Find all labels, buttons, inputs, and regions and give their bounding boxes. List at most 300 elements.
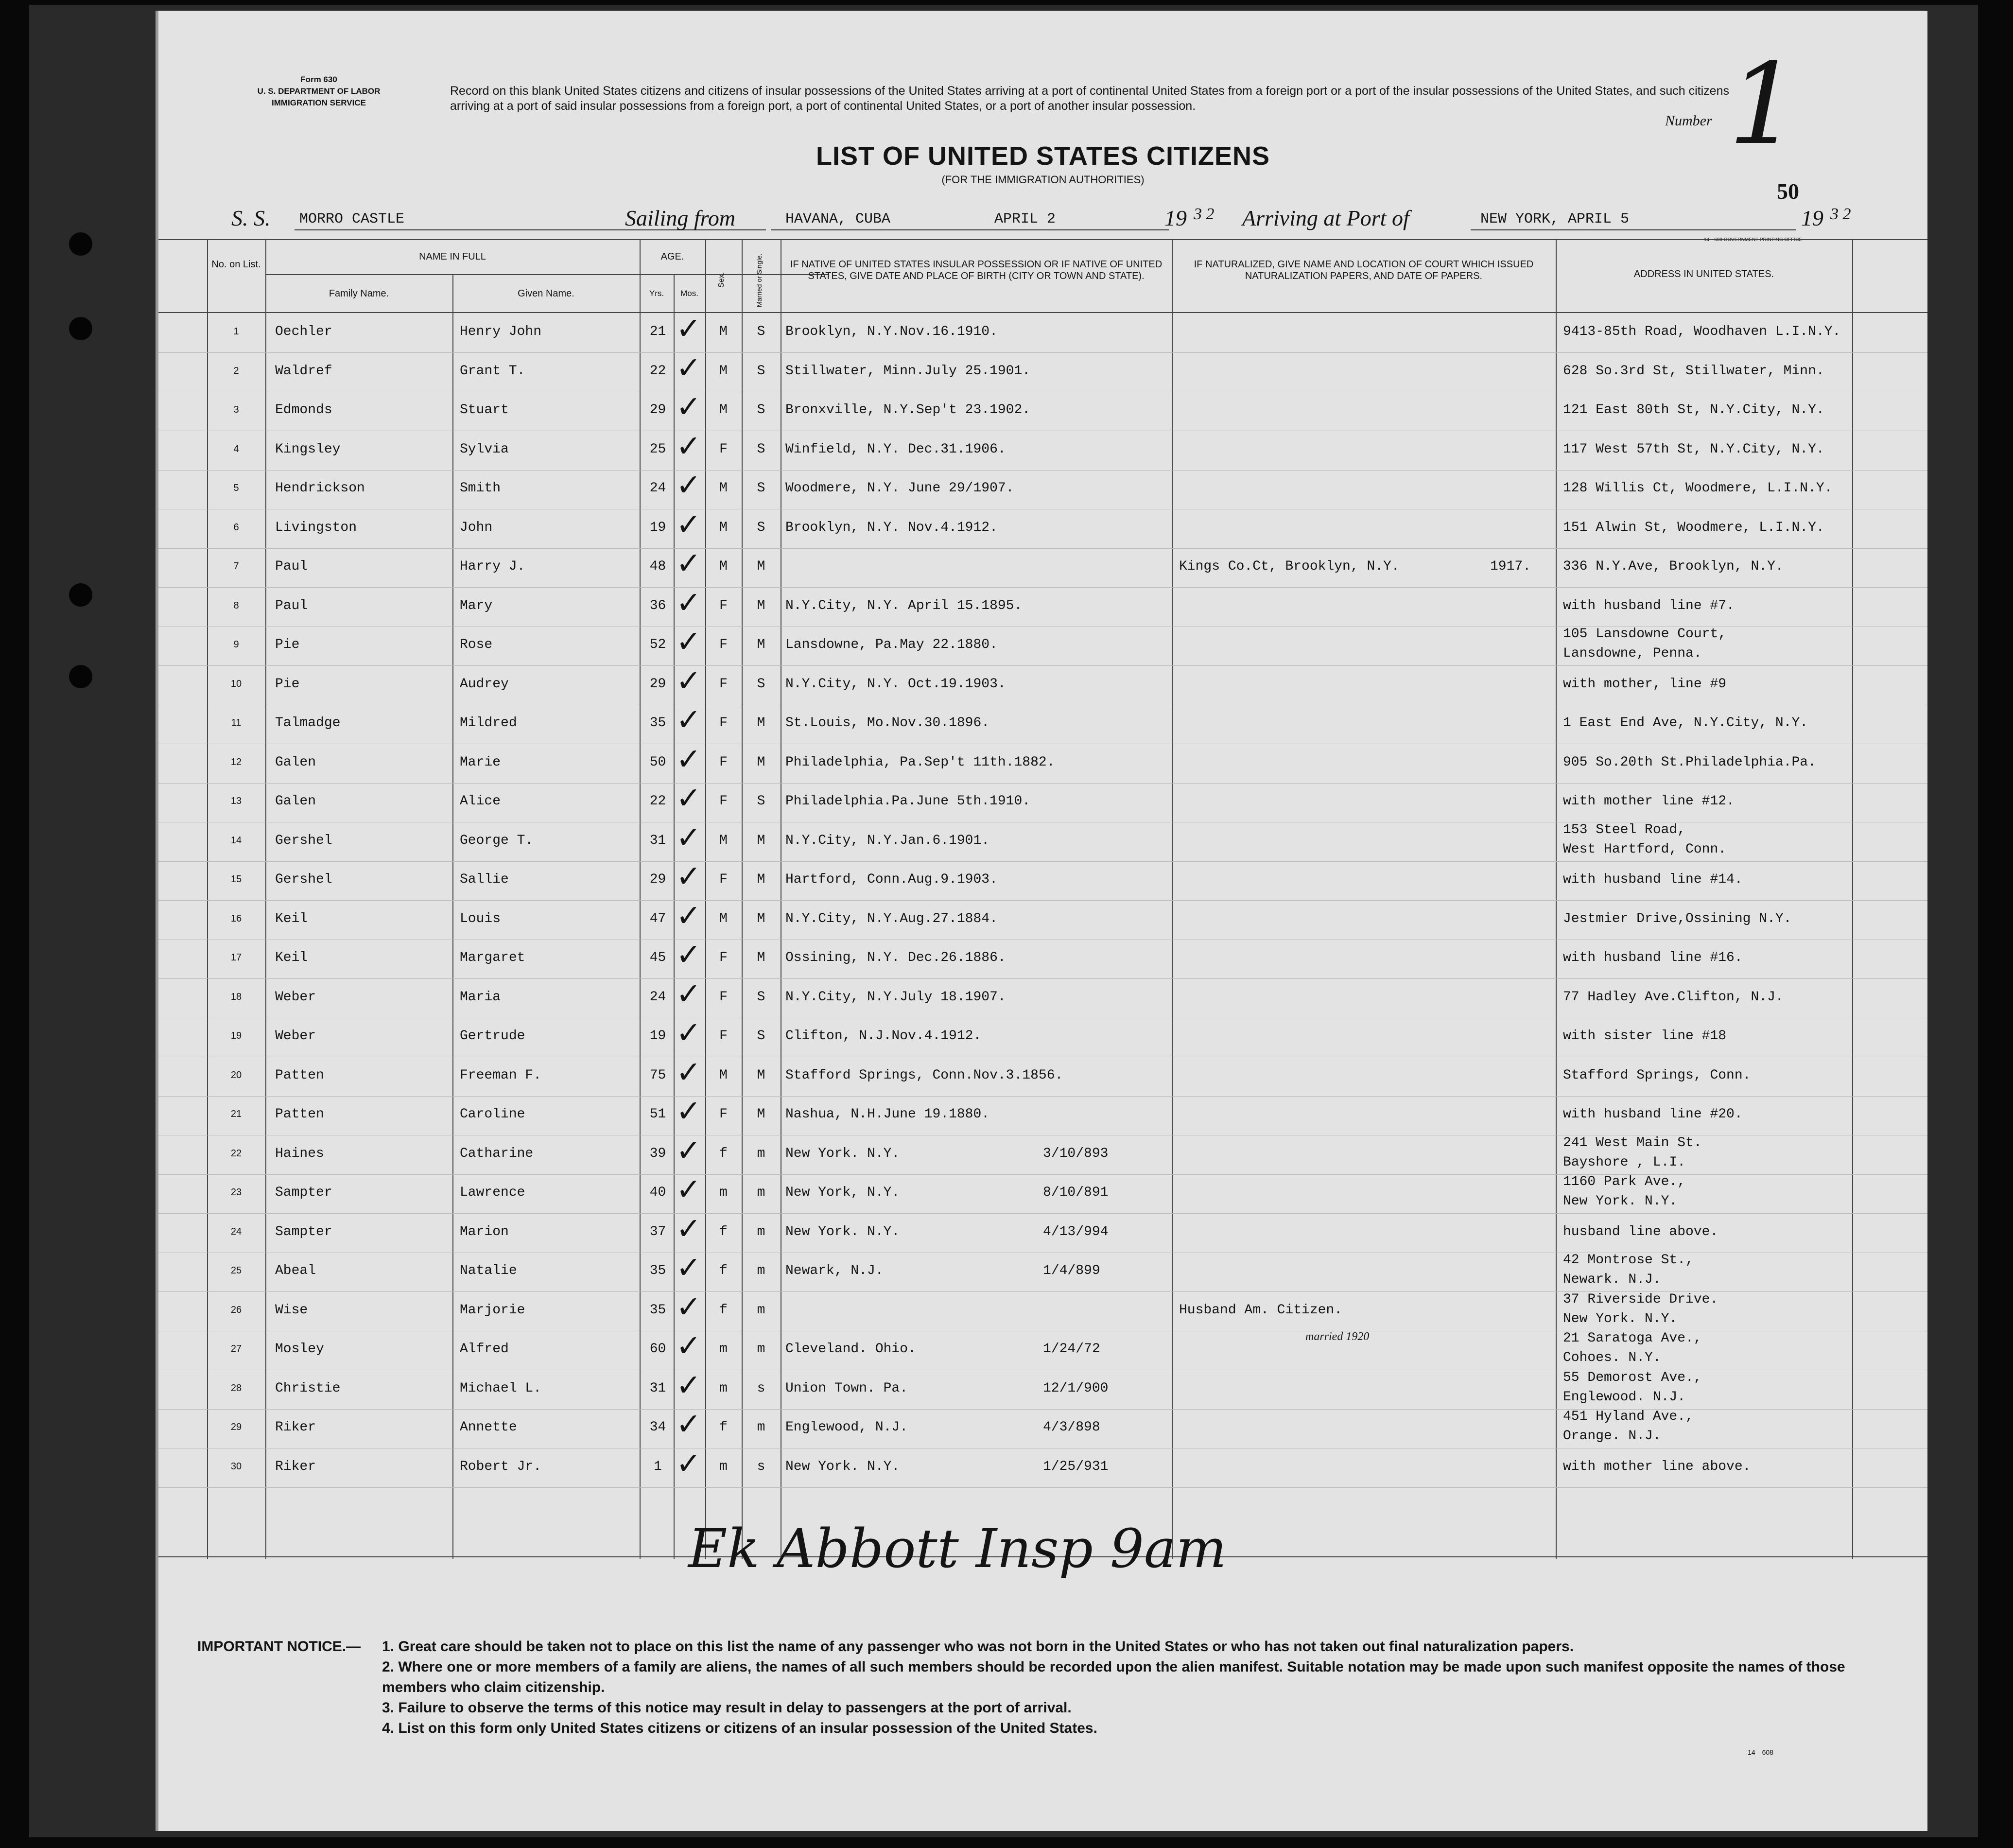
cell-bdate: 4/3/898: [1043, 1420, 1100, 1435]
cell-sex: M: [719, 520, 728, 535]
cell-birth: St.Louis, Mo.Nov.30.1896.: [785, 715, 990, 731]
cell-birth: Brooklyn, N.Y.Nov.16.1910.: [785, 324, 998, 339]
cell-sex: F: [719, 637, 728, 652]
cell-address: with mother line above.: [1563, 1459, 1751, 1474]
cell-address: 128 Willis Ct, Woodmere, L.I.N.Y.: [1563, 481, 1833, 496]
cell-family: Weber: [275, 1029, 316, 1044]
cell-address: with husband line #14.: [1563, 872, 1743, 887]
cell-address: 153 Steel Road,: [1563, 822, 1686, 837]
cell-birth: New York. N.Y.: [785, 1146, 900, 1161]
cell-no: 9: [233, 639, 239, 650]
cell-sex: m: [719, 1459, 728, 1474]
cell-address: Lansdowne, Penna.: [1563, 646, 1702, 661]
inspector-signature: Ek Abbott Insp 9am: [688, 1517, 1227, 1580]
cell-no: 10: [230, 678, 242, 689]
cell-address: 105 Lansdowne Court,: [1563, 627, 1727, 642]
page-subtitle: (FOR THE IMMIGRATION AUTHORITIES): [941, 174, 1145, 186]
footer-code: 14—608: [1748, 1748, 1773, 1756]
cell-ms: M: [757, 872, 765, 887]
arrive-year-suffix: 3 2: [1830, 205, 1851, 223]
cell-no: 6: [233, 522, 239, 533]
cell-no: 18: [230, 991, 242, 1002]
cell-ms: m: [757, 1342, 765, 1357]
cell-yrs: 21: [649, 324, 666, 339]
cell-yrs: 35: [649, 1263, 666, 1278]
cell-no: 7: [233, 561, 239, 572]
sail-date: APRIL 2: [994, 211, 1056, 227]
header-married: Married or Single.: [755, 253, 763, 307]
cell-yrs: 24: [649, 481, 666, 496]
cell-yrs: 31: [649, 833, 666, 848]
cell-address: 628 So.3rd St, Stillwater, Minn.: [1563, 363, 1824, 379]
cell-sex: F: [719, 989, 728, 1005]
cell-birth: Clifton, N.J.Nov.4.1912.: [785, 1029, 982, 1044]
cell-family: Gershel: [275, 833, 332, 848]
cell-family: Christie: [275, 1380, 341, 1396]
cell-given: Louis: [460, 911, 501, 926]
ss-label: S. S.: [231, 206, 271, 230]
cell-given: Natalie: [460, 1263, 517, 1278]
cell-given: Gertrude: [460, 1029, 525, 1044]
cell-given: Caroline: [460, 1107, 525, 1122]
checkmark-icon: ✓: [676, 1367, 701, 1403]
cell-ms: S: [757, 363, 765, 379]
cell-family: Waldref: [275, 363, 332, 379]
number-label: Number: [1665, 113, 1712, 129]
cell-family: Patten: [275, 1107, 324, 1122]
checkmark-icon: ✓: [676, 1289, 701, 1325]
header-mos: Mos.: [680, 289, 698, 298]
cell-given: George T.: [460, 833, 534, 848]
cell-ms: m: [757, 1263, 765, 1278]
cell-birth: Newark, N.J.: [785, 1263, 884, 1278]
cell-yrs: 29: [649, 676, 666, 692]
checkmark-icon: ✓: [676, 349, 701, 385]
cell-birth: Englewood, N.J.: [785, 1420, 908, 1435]
cell-bdate: 3/10/893: [1043, 1146, 1109, 1161]
cell-address: with husband line #7.: [1563, 598, 1735, 613]
cell-sex: M: [719, 911, 728, 926]
checkmark-icon: ✓: [676, 897, 701, 933]
checkmark-icon: ✓: [676, 506, 701, 542]
cell-birth: Ossining, N.Y. Dec.26.1886.: [785, 950, 1006, 965]
cell-sex: M: [719, 363, 728, 379]
cell-family: Hendrickson: [275, 481, 365, 496]
cell-family: Pie: [275, 676, 300, 692]
cell-birth: New York. N.Y.: [785, 1459, 900, 1474]
checkmark-icon: ✓: [676, 1328, 701, 1363]
cell-no: 4: [233, 443, 239, 454]
header-naturalized: IF NATURALIZED, GIVE NAME AND LOCATION OF COURT WHICH ISSUED NATURALIZATION PAPERS, AND DATE OF PAPERS.: [1194, 259, 1534, 281]
binder-hole: [69, 583, 92, 607]
checkmark-icon: ✓: [676, 1015, 701, 1050]
cell-ms: M: [757, 715, 765, 731]
cell-address: husband line above.: [1563, 1224, 1718, 1239]
header-family-name: Family Name.: [329, 288, 389, 299]
cell-birth: N.Y.City, N.Y. Oct.19.1903.: [785, 676, 1006, 692]
cell-birth: Bronxville, N.Y.Sep't 23.1902.: [785, 402, 1031, 418]
cell-sex: M: [719, 481, 728, 496]
cell-birth: Nashua, N.H.June 19.1880.: [785, 1107, 990, 1122]
cell-no: 28: [230, 1382, 242, 1394]
cell-given: Smith: [460, 481, 501, 496]
cell-address: with mother, line #9: [1563, 676, 1727, 692]
cell-birth: Lansdowne, Pa.May 22.1880.: [785, 637, 998, 652]
cell-sex: M: [719, 1067, 728, 1083]
cell-family: Edmonds: [275, 402, 332, 418]
cell-ms: m: [757, 1420, 765, 1435]
checkmark-icon: ✓: [676, 858, 701, 894]
cell-family: Livingston: [275, 520, 357, 535]
cell-no: 8: [233, 600, 239, 611]
cell-address: 905 So.20th St.Philadelphia.Pa.: [1563, 754, 1816, 770]
cell-given: Mary: [460, 598, 493, 613]
cell-family: Wise: [275, 1302, 308, 1318]
cell-birth: N.Y.City, N.Y. April 15.1895.: [785, 598, 1023, 613]
cell-given: John: [460, 520, 493, 535]
cell-given: Lawrence: [460, 1185, 525, 1200]
manifest-page: [156, 11, 1927, 1831]
cell-no: 12: [230, 756, 242, 767]
cell-ms: S: [757, 1029, 765, 1044]
binder-hole: [69, 317, 92, 340]
cell-no: 1: [233, 326, 239, 337]
cell-yrs: 22: [649, 363, 666, 379]
cell-given: Alice: [460, 794, 501, 809]
cell-ms: m: [757, 1224, 765, 1239]
cell-given: Catharine: [460, 1146, 534, 1161]
cell-sex: M: [719, 324, 728, 339]
cell-no: 25: [230, 1265, 242, 1276]
cell-address: 241 West Main St.: [1563, 1135, 1702, 1151]
cell-sex: F: [719, 715, 728, 731]
cell-sex: f: [719, 1302, 728, 1318]
checkmark-icon: ✓: [676, 976, 701, 1011]
cell-birth: Stillwater, Minn.July 25.1901.: [785, 363, 1031, 379]
cell-sex: f: [719, 1420, 728, 1435]
cell-ms: S: [757, 676, 765, 692]
cell-family: Sampter: [275, 1224, 332, 1239]
cell-ms: S: [757, 794, 765, 809]
cell-address: 151 Alwin St, Woodmere, L.I.N.Y.: [1563, 520, 1824, 535]
cell-no: 22: [230, 1148, 242, 1159]
checkmark-icon: ✓: [676, 1445, 701, 1481]
cell-address: Orange. N.J.: [1563, 1429, 1661, 1444]
cell-address: New York. N.Y.: [1563, 1311, 1678, 1326]
cell-given: Marie: [460, 754, 501, 770]
cell-family: Gershel: [275, 872, 332, 887]
form-identifier: [217, 74, 421, 109]
cell-birth: New York, N.Y.: [785, 1185, 900, 1200]
cell-family: Paul: [275, 598, 308, 613]
checkmark-icon: ✓: [676, 1132, 701, 1168]
cell-sex: M: [719, 402, 728, 418]
cell-address: New York. N.Y.: [1563, 1194, 1678, 1209]
checkmark-icon: ✓: [676, 937, 701, 972]
cell-yrs: 45: [649, 950, 666, 965]
cell-given: Sallie: [460, 872, 509, 887]
cell-address: 451 Hyland Ave.,: [1563, 1409, 1694, 1424]
checkmark-icon: ✓: [676, 428, 701, 464]
cell-given: Alfred: [460, 1342, 509, 1357]
cell-birth: Winfield, N.Y. Dec.31.1906.: [785, 441, 1006, 457]
cell-address: with husband line #16.: [1563, 950, 1743, 965]
checkmark-icon: ✓: [676, 1171, 701, 1207]
cell-yrs: 35: [649, 1302, 666, 1318]
notice-item: 2. Where one or more members of a family are aliens, the names of all such members should be recorded upon the alien manifest. Suitable notation may be made upon such manifest opposite the names of those members who claim citizenship.: [382, 1659, 1845, 1695]
binder-hole: [69, 665, 92, 688]
cell-given: Marjorie: [460, 1302, 525, 1318]
cell-no: 3: [233, 404, 239, 415]
printer-code: 14—608 GOVERNMENT PRINTING OFFICE: [1704, 237, 1803, 243]
cell-ms: S: [757, 989, 765, 1005]
cell-ms: M: [757, 754, 765, 770]
header-no: No. on List.: [211, 259, 261, 270]
intro-text: Record on this blank United States citizens and citizens of insular possessions of the United States arriving at a port of continental United States from a foreign port or a port of the insular possessions of the United States, and such citizens arriving at a port of said insular possessions from a foreign port, a port of continental United States, or a port of another insular possession.: [450, 84, 1729, 113]
cell-birth: New York. N.Y.: [785, 1224, 900, 1239]
cell-address: 37 Riverside Drive.: [1563, 1291, 1718, 1307]
checkmark-icon: ✓: [676, 389, 701, 424]
cell-no: 15: [230, 874, 242, 885]
cell-no: 13: [230, 796, 242, 806]
cell-no: 26: [230, 1304, 242, 1315]
cell-address: with sister line #18: [1563, 1029, 1727, 1044]
cell-ms: M: [757, 559, 765, 574]
cell-sex: F: [719, 872, 728, 887]
cell-yrs: 34: [649, 1420, 666, 1435]
cell-address: Cohoes. N.Y.: [1563, 1350, 1661, 1365]
cell-yrs: 52: [649, 637, 666, 652]
cell-yrs: 1: [654, 1459, 662, 1474]
cell-sex: F: [719, 1107, 728, 1122]
cell-yrs: 40: [649, 1185, 666, 1200]
cell-family: Paul: [275, 559, 308, 574]
cell-no: 24: [230, 1226, 242, 1237]
cell-yrs: 51: [649, 1107, 666, 1122]
cell-no: 5: [233, 483, 239, 493]
cell-birth: Philadelphia.Pa.June 5th.1910.: [785, 794, 1031, 809]
cell-yrs: 37: [649, 1224, 666, 1239]
cell-yrs: 47: [649, 911, 666, 926]
cell-family: Patten: [275, 1067, 324, 1083]
cell-birth: Stafford Springs, Conn.Nov.3.1856.: [785, 1067, 1063, 1083]
cell-address: 1160 Park Ave.,: [1563, 1174, 1686, 1189]
cell-no: 30: [230, 1461, 242, 1472]
cell-yrs: 29: [649, 872, 666, 887]
notice-item: 3. Failure to observe the terms of this notice may result in delay to passengers at the port of arrival.: [382, 1700, 1072, 1716]
cell-ms: S: [757, 441, 765, 457]
checkmark-icon: ✓: [676, 702, 701, 737]
cell-given: Annette: [460, 1420, 517, 1435]
cell-address: Jestmier Drive,Ossining N.Y.: [1563, 911, 1792, 926]
cell-birth: Union Town. Pa.: [785, 1380, 908, 1396]
cell-no: 2: [233, 365, 239, 376]
header-yrs: Yrs.: [649, 289, 664, 298]
cell-family: Keil: [275, 911, 308, 926]
checkmark-icon: ✓: [676, 741, 701, 777]
cell-no: 14: [230, 835, 242, 846]
cell-address: Bayshore , L.I.: [1563, 1154, 1686, 1170]
cell-ms: m: [757, 1302, 765, 1318]
cell-no: 29: [230, 1422, 242, 1432]
cell-given: Sylvia: [460, 441, 509, 457]
margin-note: married 1920: [1305, 1330, 1370, 1343]
cell-address: 42 Montrose St.,: [1563, 1253, 1694, 1268]
cell-given: Harry J.: [460, 559, 525, 574]
checkmark-icon: ✓: [676, 1406, 701, 1442]
cell-nat: Kings Co.Ct, Brooklyn, N.Y.: [1179, 559, 1400, 574]
arrival-port-date: NEW YORK, APRIL 5: [1480, 211, 1630, 227]
checkmark-icon: ✓: [676, 1054, 701, 1090]
cell-family: Riker: [275, 1420, 316, 1435]
checkmark-icon: ✓: [676, 467, 701, 503]
cell-address: West Hartford, Conn.: [1563, 841, 1727, 857]
department-name: U. S. DEPARTMENT OF LABOR: [257, 87, 381, 96]
cell-ms: M: [757, 637, 765, 652]
cell-address: with mother line #12.: [1563, 794, 1735, 809]
cell-bdate: 12/1/900: [1043, 1380, 1109, 1396]
cell-sex: F: [719, 754, 728, 770]
cell-family: Oechler: [275, 324, 332, 339]
cell-birth: Hartford, Conn.Aug.9.1903.: [785, 872, 998, 887]
sail-year-prefix: 19: [1164, 206, 1187, 230]
sailing-label: Sailing from: [625, 206, 736, 230]
cell-family: Mosley: [275, 1342, 324, 1357]
checkmark-icon: ✓: [676, 584, 701, 620]
cell-yrs: 35: [649, 715, 666, 731]
cell-given: Henry John: [460, 324, 542, 339]
form-number: Form 630: [300, 75, 337, 84]
cell-no: 20: [230, 1069, 242, 1081]
cell-no: 23: [230, 1187, 242, 1198]
checkmark-icon: ✓: [676, 545, 701, 581]
cell-address: 117 West 57th St, N.Y.City, N.Y.: [1563, 441, 1824, 457]
cell-ms: S: [757, 402, 765, 418]
cell-yrs: 24: [649, 989, 666, 1005]
cell-yrs: 31: [649, 1380, 666, 1396]
cell-family: Abeal: [275, 1263, 316, 1278]
notice-item: 4. List on this form only United States citizens or citizens of an insular possession of the United States.: [382, 1720, 1097, 1736]
cell-birth: Brooklyn, N.Y. Nov.4.1912.: [785, 520, 998, 535]
cell-yrs: 25: [649, 441, 666, 457]
cell-yrs: 19: [649, 1029, 666, 1044]
cell-sex: m: [719, 1380, 728, 1396]
checkmark-icon: ✓: [676, 662, 701, 698]
cell-given: Freeman F.: [460, 1067, 542, 1083]
cell-given: Rose: [460, 637, 493, 652]
cell-address: 1 East End Ave, N.Y.City, N.Y.: [1563, 715, 1808, 731]
passenger-table: [158, 239, 1927, 1580]
cell-address: with husband line #20.: [1563, 1107, 1743, 1122]
cell-family: Riker: [275, 1459, 316, 1474]
cell-sex: M: [719, 833, 728, 848]
header-address: ADDRESS IN UNITED STATES.: [1633, 269, 1774, 279]
cell-birth: Philadelphia, Pa.Sep't 11th.1882.: [785, 754, 1055, 770]
cell-bdate: 1/4/899: [1043, 1263, 1100, 1278]
cell-yrs: 60: [649, 1342, 666, 1357]
cell-natyr: 1917.: [1490, 559, 1531, 574]
cell-address: 77 Hadley Ave.Clifton, N.J.: [1563, 989, 1784, 1005]
cell-sex: f: [719, 1146, 728, 1161]
service-name: IMMIGRATION SERVICE: [272, 98, 366, 107]
cell-sex: F: [719, 598, 728, 613]
checkmark-icon: ✓: [676, 1093, 701, 1129]
notice-lead: IMPORTANT NOTICE.—: [197, 1639, 361, 1655]
cell-yrs: 48: [649, 559, 666, 574]
cell-birth: Woodmere, N.Y. June 29/1907.: [785, 481, 1014, 496]
checkmark-icon: ✓: [676, 819, 701, 855]
cell-address: Stafford Springs, Conn.: [1563, 1067, 1751, 1083]
cell-yrs: 22: [649, 794, 666, 809]
checkmark-icon: ✓: [676, 1210, 701, 1246]
cell-sex: M: [719, 559, 728, 574]
cell-given: Margaret: [460, 950, 525, 965]
cell-family: Pie: [275, 637, 300, 652]
ship-name: MORRO CASTLE: [299, 211, 405, 227]
cell-family: Sampter: [275, 1185, 332, 1200]
notice-items: [382, 1637, 1884, 1739]
cell-ms: S: [757, 324, 765, 339]
page-number: 50: [1777, 179, 1799, 204]
cell-family: Kingsley: [275, 441, 341, 457]
cell-given: Mildred: [460, 715, 517, 731]
page-title: LIST OF UNITED STATES CITIZENS: [816, 141, 1270, 171]
cell-given: Grant T.: [460, 363, 525, 379]
cell-family: Weber: [275, 989, 316, 1005]
voyage-line: [158, 205, 1927, 243]
checkmark-icon: ✓: [676, 624, 701, 659]
cell-given: Audrey: [460, 676, 509, 692]
cell-address: 55 Demorost Ave.,: [1563, 1370, 1702, 1385]
cell-ms: M: [757, 950, 765, 965]
cell-sex: f: [719, 1224, 728, 1239]
cell-ms: M: [757, 598, 765, 613]
from-port: HAVANA, CUBA: [785, 211, 891, 227]
arriving-label: Arriving at Port of: [1242, 206, 1409, 230]
cell-given: Robert Jr.: [460, 1459, 542, 1474]
arrive-year-prefix: 19: [1801, 206, 1823, 230]
cell-ms: S: [757, 481, 765, 496]
cell-address: 9413-85th Road, Woodhaven L.I.N.Y.: [1563, 324, 1841, 339]
cell-given: Maria: [460, 989, 501, 1005]
cell-no: 27: [230, 1343, 242, 1354]
cell-ms: S: [757, 520, 765, 535]
cell-address: Englewood. N.J.: [1563, 1389, 1686, 1405]
cell-bdate: 1/25/931: [1043, 1459, 1109, 1474]
checkmark-icon: ✓: [676, 1250, 701, 1285]
cell-ms: M: [757, 911, 765, 926]
cell-yrs: 75: [649, 1067, 666, 1083]
cell-sex: f: [719, 1263, 728, 1278]
cell-bdate: 1/24/72: [1043, 1342, 1100, 1357]
cell-bdate: 8/10/891: [1043, 1185, 1109, 1200]
cell-ms: M: [757, 1067, 765, 1083]
header-name-in-full: NAME IN FULL: [419, 251, 486, 262]
cell-no: 11: [231, 717, 242, 728]
cell-sex: F: [719, 441, 728, 457]
cell-address: 121 East 80th St, N.Y.City, N.Y.: [1563, 402, 1824, 418]
cell-given: Michael L.: [460, 1380, 542, 1396]
checkmark-icon: ✓: [676, 780, 701, 816]
cell-birth: N.Y.City, N.Y.Aug.27.1884.: [785, 911, 998, 926]
cell-given: Stuart: [460, 402, 509, 418]
cell-no: 16: [230, 913, 242, 924]
cell-yrs: 29: [649, 402, 666, 418]
cell-yrs: 36: [649, 598, 666, 613]
header-given-name: Given Name.: [518, 288, 574, 299]
cell-ms: m: [757, 1146, 765, 1161]
cell-sex: F: [719, 950, 728, 965]
